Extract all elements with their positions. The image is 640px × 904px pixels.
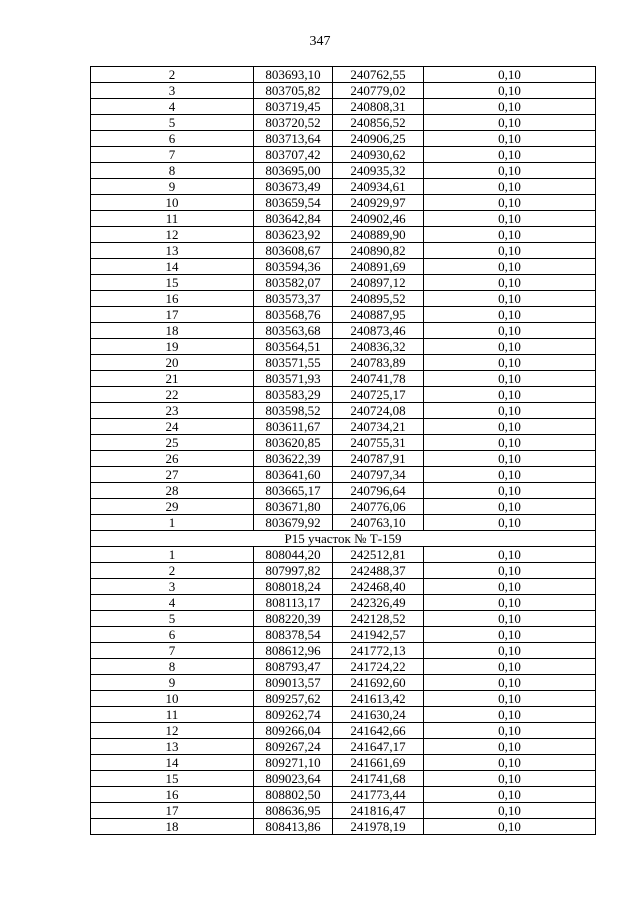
x-coordinate-cell: 803611,67 <box>254 419 333 435</box>
table-body-part1 <box>91 67 596 531</box>
x-coordinate-cell: 803641,60 <box>254 467 333 483</box>
page-number: 347 <box>309 34 331 49</box>
table-row <box>91 163 596 179</box>
x-coordinate-cell: 803564,51 <box>254 339 333 355</box>
x-coordinate-cell: 803665,17 <box>254 483 333 499</box>
table-row <box>91 691 596 707</box>
point-number-cell: 26 <box>91 451 254 467</box>
y-coordinate-cell: 241773,44 <box>333 787 424 803</box>
point-number-cell: 11 <box>91 211 254 227</box>
accuracy-cell: 0,10 <box>424 419 596 435</box>
table-row <box>91 515 596 531</box>
point-number-cell: 6 <box>91 627 254 643</box>
x-coordinate-cell: 803695,00 <box>254 163 333 179</box>
y-coordinate-cell: 240763,10 <box>333 515 424 531</box>
point-number-cell: 17 <box>91 803 254 819</box>
table-row <box>91 179 596 195</box>
x-coordinate-cell: 803620,85 <box>254 435 333 451</box>
accuracy-cell: 0,10 <box>424 579 596 595</box>
table-row <box>91 547 596 563</box>
x-coordinate-cell: 809013,57 <box>254 675 333 691</box>
accuracy-cell: 0,10 <box>424 515 596 531</box>
point-number-cell: 1 <box>91 547 254 563</box>
point-number-cell: 22 <box>91 387 254 403</box>
table-row <box>91 611 596 627</box>
x-coordinate-cell: 803713,64 <box>254 131 333 147</box>
point-number-cell: 28 <box>91 483 254 499</box>
y-coordinate-cell: 240808,31 <box>333 99 424 115</box>
accuracy-cell: 0,10 <box>424 643 596 659</box>
x-coordinate-cell: 808044,20 <box>254 547 333 563</box>
point-number-cell: 15 <box>91 771 254 787</box>
x-coordinate-cell: 803582,07 <box>254 275 333 291</box>
x-coordinate-cell: 803705,82 <box>254 83 333 99</box>
y-coordinate-cell: 241647,17 <box>333 739 424 755</box>
point-number-cell: 20 <box>91 355 254 371</box>
x-coordinate-cell: 803571,55 <box>254 355 333 371</box>
table-row <box>91 259 596 275</box>
x-coordinate-cell: 808802,50 <box>254 787 333 803</box>
accuracy-cell: 0,10 <box>424 723 596 739</box>
y-coordinate-cell: 240873,46 <box>333 323 424 339</box>
table-row <box>91 371 596 387</box>
y-coordinate-cell: 241642,66 <box>333 723 424 739</box>
accuracy-cell: 0,10 <box>424 707 596 723</box>
point-number-cell: 4 <box>91 595 254 611</box>
x-coordinate-cell: 808793,47 <box>254 659 333 675</box>
y-coordinate-cell: 240797,34 <box>333 467 424 483</box>
table-row <box>91 147 596 163</box>
accuracy-cell: 0,10 <box>424 435 596 451</box>
y-coordinate-cell: 241613,42 <box>333 691 424 707</box>
x-coordinate-cell: 807997,82 <box>254 563 333 579</box>
y-coordinate-cell: 240889,90 <box>333 227 424 243</box>
point-number-cell: 11 <box>91 707 254 723</box>
table-row <box>91 211 596 227</box>
y-coordinate-cell: 240783,89 <box>333 355 424 371</box>
point-number-cell: 13 <box>91 739 254 755</box>
table-row <box>91 275 596 291</box>
y-coordinate-cell: 240755,31 <box>333 435 424 451</box>
x-coordinate-cell: 809271,10 <box>254 755 333 771</box>
table-row <box>91 787 596 803</box>
x-coordinate-cell: 803623,92 <box>254 227 333 243</box>
accuracy-cell: 0,10 <box>424 659 596 675</box>
y-coordinate-cell: 240906,25 <box>333 131 424 147</box>
table-row <box>91 99 596 115</box>
x-coordinate-cell: 803583,29 <box>254 387 333 403</box>
x-coordinate-cell: 803642,84 <box>254 211 333 227</box>
table-row <box>91 387 596 403</box>
table-row <box>91 451 596 467</box>
accuracy-cell: 0,10 <box>424 675 596 691</box>
x-coordinate-cell: 809266,04 <box>254 723 333 739</box>
accuracy-cell: 0,10 <box>424 83 596 99</box>
y-coordinate-cell: 241816,47 <box>333 803 424 819</box>
table-row <box>91 675 596 691</box>
table-row <box>91 483 596 499</box>
accuracy-cell: 0,10 <box>424 275 596 291</box>
x-coordinate-cell: 809267,24 <box>254 739 333 755</box>
y-coordinate-cell: 241661,69 <box>333 755 424 771</box>
point-number-cell: 2 <box>91 563 254 579</box>
point-number-cell: 8 <box>91 163 254 179</box>
table-row <box>91 643 596 659</box>
y-coordinate-cell: 240891,69 <box>333 259 424 275</box>
y-coordinate-cell: 240897,12 <box>333 275 424 291</box>
accuracy-cell: 0,10 <box>424 259 596 275</box>
point-number-cell: 8 <box>91 659 254 675</box>
x-coordinate-cell: 809257,62 <box>254 691 333 707</box>
point-number-cell: 5 <box>91 115 254 131</box>
point-number-cell: 12 <box>91 723 254 739</box>
y-coordinate-cell: 240929,97 <box>333 195 424 211</box>
accuracy-cell: 0,10 <box>424 179 596 195</box>
point-number-cell: 15 <box>91 275 254 291</box>
point-number-cell: 9 <box>91 675 254 691</box>
accuracy-cell: 0,10 <box>424 243 596 259</box>
y-coordinate-cell: 241772,13 <box>333 643 424 659</box>
table-row <box>91 227 596 243</box>
table-row <box>91 115 596 131</box>
accuracy-cell: 0,10 <box>424 291 596 307</box>
table-body-part2 <box>91 547 596 835</box>
table-row <box>91 131 596 147</box>
y-coordinate-cell: 241741,68 <box>333 771 424 787</box>
accuracy-cell: 0,10 <box>424 627 596 643</box>
y-coordinate-cell: 240887,95 <box>333 307 424 323</box>
section-title: Р15 участок № Т-159 <box>91 531 596 547</box>
table-row <box>91 659 596 675</box>
y-coordinate-cell: 241692,60 <box>333 675 424 691</box>
point-number-cell: 3 <box>91 83 254 99</box>
point-number-cell: 12 <box>91 227 254 243</box>
accuracy-cell: 0,10 <box>424 211 596 227</box>
x-coordinate-cell: 803563,68 <box>254 323 333 339</box>
x-coordinate-cell: 803719,45 <box>254 99 333 115</box>
x-coordinate-cell: 803598,52 <box>254 403 333 419</box>
x-coordinate-cell: 803707,42 <box>254 147 333 163</box>
x-coordinate-cell: 803693,10 <box>254 67 333 83</box>
section-header-row <box>91 531 596 547</box>
accuracy-cell: 0,10 <box>424 339 596 355</box>
point-number-cell: 16 <box>91 787 254 803</box>
x-coordinate-cell: 803659,54 <box>254 195 333 211</box>
table-row <box>91 579 596 595</box>
y-coordinate-cell: 240856,52 <box>333 115 424 131</box>
point-number-cell: 14 <box>91 755 254 771</box>
y-coordinate-cell: 241630,24 <box>333 707 424 723</box>
accuracy-cell: 0,10 <box>424 371 596 387</box>
table-row <box>91 291 596 307</box>
point-number-cell: 17 <box>91 307 254 323</box>
table-row <box>91 771 596 787</box>
y-coordinate-cell: 241978,19 <box>333 819 424 835</box>
x-coordinate-cell: 808113,17 <box>254 595 333 611</box>
x-coordinate-cell: 803720,52 <box>254 115 333 131</box>
accuracy-cell: 0,10 <box>424 563 596 579</box>
accuracy-cell: 0,10 <box>424 803 596 819</box>
y-coordinate-cell: 240724,08 <box>333 403 424 419</box>
x-coordinate-cell: 803568,76 <box>254 307 333 323</box>
point-number-cell: 14 <box>91 259 254 275</box>
point-number-cell: 18 <box>91 323 254 339</box>
point-number-cell: 29 <box>91 499 254 515</box>
accuracy-cell: 0,10 <box>424 227 596 243</box>
accuracy-cell: 0,10 <box>424 307 596 323</box>
table-row <box>91 83 596 99</box>
accuracy-cell: 0,10 <box>424 131 596 147</box>
x-coordinate-cell: 808220,39 <box>254 611 333 627</box>
y-coordinate-cell: 240902,46 <box>333 211 424 227</box>
table-row <box>91 707 596 723</box>
y-coordinate-cell: 240796,64 <box>333 483 424 499</box>
y-coordinate-cell: 240895,52 <box>333 291 424 307</box>
accuracy-cell: 0,10 <box>424 787 596 803</box>
point-number-cell: 5 <box>91 611 254 627</box>
x-coordinate-cell: 803679,92 <box>254 515 333 531</box>
coordinates-table <box>90 66 596 835</box>
point-number-cell: 10 <box>91 195 254 211</box>
table-row <box>91 499 596 515</box>
accuracy-cell: 0,10 <box>424 451 596 467</box>
y-coordinate-cell: 240930,62 <box>333 147 424 163</box>
accuracy-cell: 0,10 <box>424 355 596 371</box>
y-coordinate-cell: 240836,32 <box>333 339 424 355</box>
point-number-cell: 23 <box>91 403 254 419</box>
accuracy-cell: 0,10 <box>424 195 596 211</box>
table-section <box>91 531 596 547</box>
table-row <box>91 419 596 435</box>
accuracy-cell: 0,10 <box>424 483 596 499</box>
accuracy-cell: 0,10 <box>424 115 596 131</box>
y-coordinate-cell: 240779,02 <box>333 83 424 99</box>
table-row <box>91 627 596 643</box>
accuracy-cell: 0,10 <box>424 739 596 755</box>
accuracy-cell: 0,10 <box>424 499 596 515</box>
y-coordinate-cell: 240734,21 <box>333 419 424 435</box>
y-coordinate-cell: 240890,82 <box>333 243 424 259</box>
x-coordinate-cell: 803608,67 <box>254 243 333 259</box>
point-number-cell: 21 <box>91 371 254 387</box>
y-coordinate-cell: 240762,55 <box>333 67 424 83</box>
point-number-cell: 27 <box>91 467 254 483</box>
x-coordinate-cell: 809023,64 <box>254 771 333 787</box>
accuracy-cell: 0,10 <box>424 595 596 611</box>
accuracy-cell: 0,10 <box>424 755 596 771</box>
point-number-cell: 19 <box>91 339 254 355</box>
table-row <box>91 195 596 211</box>
x-coordinate-cell: 803594,36 <box>254 259 333 275</box>
accuracy-cell: 0,10 <box>424 547 596 563</box>
table-row <box>91 467 596 483</box>
point-number-cell: 1 <box>91 515 254 531</box>
table-row <box>91 739 596 755</box>
point-number-cell: 18 <box>91 819 254 835</box>
point-number-cell: 3 <box>91 579 254 595</box>
point-number-cell: 25 <box>91 435 254 451</box>
table-row <box>91 819 596 835</box>
y-coordinate-cell: 241942,57 <box>333 627 424 643</box>
table-row <box>91 355 596 371</box>
point-number-cell: 7 <box>91 147 254 163</box>
accuracy-cell: 0,10 <box>424 611 596 627</box>
y-coordinate-cell: 240741,78 <box>333 371 424 387</box>
point-number-cell: 24 <box>91 419 254 435</box>
accuracy-cell: 0,10 <box>424 163 596 179</box>
x-coordinate-cell: 803671,80 <box>254 499 333 515</box>
y-coordinate-cell: 242326,49 <box>333 595 424 611</box>
point-number-cell: 7 <box>91 643 254 659</box>
y-coordinate-cell: 240935,32 <box>333 163 424 179</box>
table-row <box>91 563 596 579</box>
x-coordinate-cell: 808612,96 <box>254 643 333 659</box>
x-coordinate-cell: 803573,37 <box>254 291 333 307</box>
y-coordinate-cell: 240787,91 <box>333 451 424 467</box>
accuracy-cell: 0,10 <box>424 403 596 419</box>
x-coordinate-cell: 808378,54 <box>254 627 333 643</box>
point-number-cell: 10 <box>91 691 254 707</box>
accuracy-cell: 0,10 <box>424 67 596 83</box>
accuracy-cell: 0,10 <box>424 771 596 787</box>
table-row <box>91 243 596 259</box>
table-row <box>91 803 596 819</box>
x-coordinate-cell: 808636,95 <box>254 803 333 819</box>
y-coordinate-cell: 240776,06 <box>333 499 424 515</box>
point-number-cell: 4 <box>91 99 254 115</box>
y-coordinate-cell: 242128,52 <box>333 611 424 627</box>
accuracy-cell: 0,10 <box>424 387 596 403</box>
accuracy-cell: 0,10 <box>424 819 596 835</box>
point-number-cell: 13 <box>91 243 254 259</box>
point-number-cell: 9 <box>91 179 254 195</box>
x-coordinate-cell: 809262,74 <box>254 707 333 723</box>
accuracy-cell: 0,10 <box>424 147 596 163</box>
x-coordinate-cell: 803571,93 <box>254 371 333 387</box>
table-row <box>91 323 596 339</box>
x-coordinate-cell: 803673,49 <box>254 179 333 195</box>
y-coordinate-cell: 240725,17 <box>333 387 424 403</box>
y-coordinate-cell: 242468,40 <box>333 579 424 595</box>
accuracy-cell: 0,10 <box>424 323 596 339</box>
table-row <box>91 67 596 83</box>
table-row <box>91 339 596 355</box>
x-coordinate-cell: 803622,39 <box>254 451 333 467</box>
accuracy-cell: 0,10 <box>424 99 596 115</box>
table-row <box>91 435 596 451</box>
x-coordinate-cell: 808018,24 <box>254 579 333 595</box>
y-coordinate-cell: 242488,37 <box>333 563 424 579</box>
table-row <box>91 755 596 771</box>
y-coordinate-cell: 240934,61 <box>333 179 424 195</box>
y-coordinate-cell: 242512,81 <box>333 547 424 563</box>
table-row <box>91 595 596 611</box>
table-row <box>91 307 596 323</box>
point-number-cell: 16 <box>91 291 254 307</box>
table-row <box>91 723 596 739</box>
accuracy-cell: 0,10 <box>424 467 596 483</box>
x-coordinate-cell: 808413,86 <box>254 819 333 835</box>
accuracy-cell: 0,10 <box>424 691 596 707</box>
table-row <box>91 403 596 419</box>
point-number-cell: 2 <box>91 67 254 83</box>
y-coordinate-cell: 241724,22 <box>333 659 424 675</box>
point-number-cell: 6 <box>91 131 254 147</box>
